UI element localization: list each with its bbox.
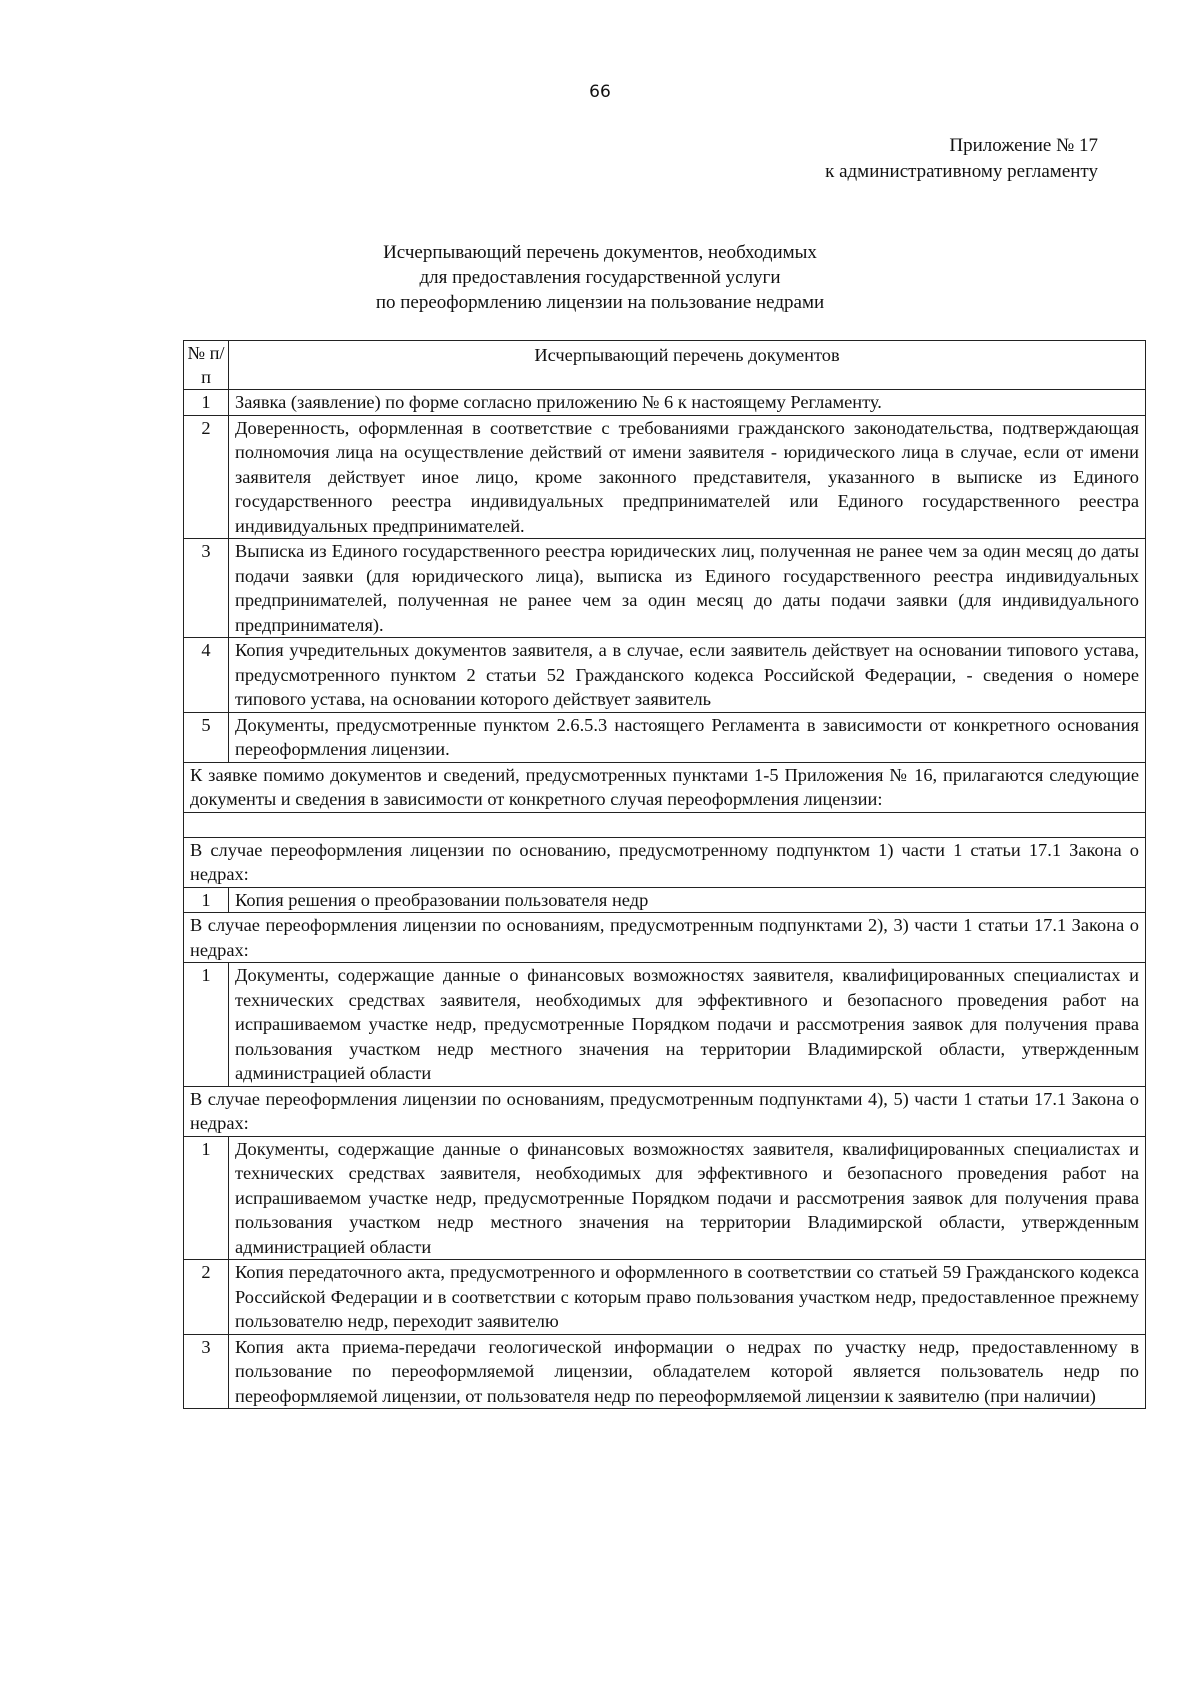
document-title (0, 240, 1200, 315)
table-row (184, 963, 1146, 1087)
table-row (184, 638, 1146, 713)
row-number: 1 (184, 390, 229, 416)
row-text: Копия передаточного акта, предусмотренного и оформленного в соответствии со статьей 59 Гражданского кодекса Российской Федерации и в соответствии с которым право пользования участком недр, предоставленное прежнему пользователю недр, переходит заявителю (229, 1260, 1146, 1335)
row-text: Документы, содержащие данные о финансовых возможностях заявителя, квалифицированных специалистах и технических средствах заявителя, необходимых для эффективного и безопасного проведения работ на испрашиваемом участке недр, предусмотренные Порядком подачи и рассмотрения заявок для получения права пользования участком недр местного значения на территории Владимирской области, утвержденным администрацией области (229, 1136, 1146, 1260)
row-text: Заявка (заявление) по форме согласно приложению № 6 к настоящему Регламенту. (229, 390, 1146, 416)
additional-documents-note: К заявке помимо документов и сведений, предусмотренных пунктами 1-5 Приложения № 16, прилагаются следующие документы и сведения в зависимости от конкретного случая переоформления лицензии: (184, 762, 1146, 812)
case-heading-row (184, 1086, 1146, 1136)
row-text: Документы, содержащие данные о финансовых возможностях заявителя, квалифицированных специалистах и технических средствах заявителя, необходимых для эффективного и безопасного проведения работ на испрашиваемом участке недр, предусмотренные Порядком подачи и рассмотрения заявок для получения права пользования участком недр местного значения на территории Владимирской области, утвержденным администрацией области (229, 963, 1146, 1087)
row-number: 3 (184, 539, 229, 638)
row-text: Выписка из Единого государственного реестра юридических лиц, полученная не ранее чем за один месяц до даты подачи заявки (для юридического лица), выписка из Единого государственного реестра индивидуальных предпринимателей, полученная не ранее чем за один месяц до даты подачи заявки (для индивидуального предпринимателя). (229, 539, 1146, 638)
table-row (184, 712, 1146, 762)
appendix-header (825, 133, 1098, 185)
table-row (184, 887, 1146, 913)
appendix-number: Приложение № 17 (949, 135, 1098, 156)
case-heading-row (184, 837, 1146, 887)
row-text: Копия решения о преобразовании пользователя недр (229, 887, 1146, 913)
header-title: Исчерпывающий перечень документов (229, 341, 1146, 390)
appendix-reference: к административному регламенту (825, 161, 1098, 182)
row-number: 5 (184, 712, 229, 762)
row-number: 1 (184, 887, 229, 913)
table-row (184, 415, 1146, 539)
table-row (184, 1136, 1146, 1260)
title-line-1: Исчерпывающий перечень документов, необходимых (383, 242, 817, 263)
case-2-heading: В случае переоформления лицензии по основаниям, предусмотренным подпунктами 2), 3) части 1 статьи 17.1 Закона о недрах: (184, 913, 1146, 963)
row-text: Копия акта приема-передачи геологической информации о недрах по участку недр, предоставленному в пользование по переоформляемой лицензии, обладателем которой является пользователь недр по переоформляемой лицензии, от пользователя недр по переоформляемой лицензии к заявителю (при наличии) (229, 1334, 1146, 1409)
table-row (184, 1334, 1146, 1409)
row-text: Копия учредительных документов заявителя, а в случае, если заявитель действует на основании типового устава, предусмотренного пунктом 2 статьи 52 Гражданского кодекса Российской Федерации, - сведения о номере типового устава, на основании которого действует заявитель (229, 638, 1146, 713)
row-number: 3 (184, 1334, 229, 1409)
row-number: 2 (184, 1260, 229, 1335)
page-number: 66 (589, 82, 611, 102)
table-header-row (184, 341, 1146, 390)
row-text: Документы, предусмотренные пунктом 2.6.5.3 настоящего Регламента в зависимости от конкретного основания переоформления лицензии. (229, 712, 1146, 762)
row-text: Доверенность, оформленная в соответствие с требованиями гражданского законодательства, подтверждающая полномочия лица на осуществление действий от имени заявителя - юридического лица в случае, если от имени заявителя действует иное лицо, кроме законного представителя, указанного в выписке из Единого государственного реестра индивидуальных предпринимателей или Единого государственного реестра индивидуальных предпринимателей. (229, 415, 1146, 539)
header-num: № п/п (184, 341, 229, 390)
documents-table (183, 340, 1146, 1409)
row-number: 1 (184, 1136, 229, 1260)
table-row (184, 1260, 1146, 1335)
case-heading-row (184, 913, 1146, 963)
row-number: 4 (184, 638, 229, 713)
note-row (184, 762, 1146, 812)
title-line-3: по переоформлению лицензии на пользование недрами (375, 292, 825, 313)
case-1-heading: В случае переоформления лицензии по основанию, предусмотренному подпунктом 1) части 1 статьи 17.1 Закона о недрах: (184, 837, 1146, 887)
case-3-heading: В случае переоформления лицензии по основаниям, предусмотренным подпунктами 4), 5) части 1 статьи 17.1 Закона о недрах: (184, 1086, 1146, 1136)
table-row (184, 539, 1146, 638)
title-line-2: для предоставления государственной услуги (419, 267, 781, 288)
table-row (184, 390, 1146, 416)
empty-cell (184, 812, 1146, 837)
row-number: 2 (184, 415, 229, 539)
row-number: 1 (184, 963, 229, 1087)
empty-row (184, 812, 1146, 837)
